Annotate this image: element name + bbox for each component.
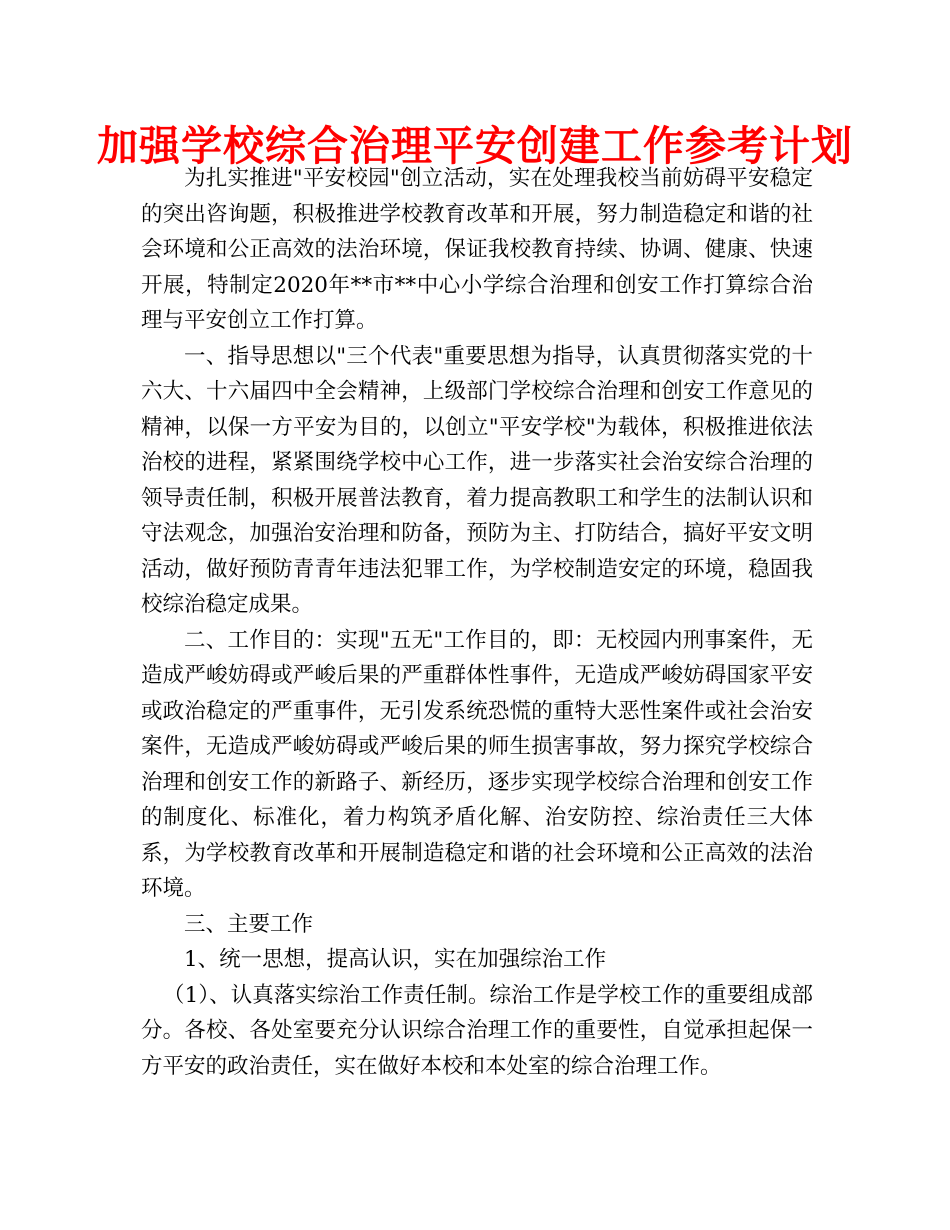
subsection-heading-1: 1、统一思想，提高认识，实在加强综治工作 <box>184 947 607 972</box>
section-heading-main-work: 三、主要工作 <box>184 911 314 937</box>
paragraph-item-1: （1）、认真落实综治工作责任制。综治工作是学校工作的重要组成部分。各校、各处室要充分认识综合治理工作的重要性，自觉承担起保一方平安的政治责任，实在做好本校和本处室的综合治理工作。 <box>141 982 813 1079</box>
paragraph-work-goals: 二、工作目的：实现"五无"工作目的，即：无校园内刑事案件，无造成严峻妨碍或严峻后果的严重群体性事件，无造成严峻妨碍国家平安或政治稳定的严重事件，无引发系统恐慌的重特大恶性案件或社会治安案件，无造成严峻妨碍或严峻后果的师生损害事故，努力探究学校综合治理和创安工作的新路子、新经历，逐步实现学校综合治理和创安工作的制度化、标准化，着力构筑矛盾化解、治安防控、综治责任三大体系，为学校教育改革和开展制造稳定和谐的社会环境和公正高效的法治环境。 <box>141 627 813 901</box>
document-title: 加强学校综合治理平安创建工作参考计划 <box>97 122 853 170</box>
paragraph-guiding-ideology: 一、指导思想以"三个代表"重要思想为指导，认真贯彻落实党的十六大、十六届四中全会精神，上级部门学校综合治理和创安工作意见的精神，以保一方平安为目的，以创立"平安学校"为载体，积极推进依法治校的进程，紧紧围绕学校中心工作，进一步落实社会治安综合治理的领导责任制，积极开展普法教育，着力提高教职工和学生的法制认识和守法观念，加强治安治理和防备，预防为主、打防结合，搞好平安文明活动，做好预防青青年违法犯罪工作，为学校制造安定的环境，稳固我校综治稳定成果。 <box>141 343 813 617</box>
document-body <box>141 161 813 1084</box>
paragraph-intro: 为扎实推进"平安校园"创立活动，实在处理我校当前妨碍平安稳定的突出咨询题，积极推进学校教育改革和开展，努力制造稳定和谐的社会环境和公正高效的法治环境，保证我校教育持续、协调、健康、快速开展，特制定2020年**市**中心小学综合治理和创安工作打算综合治理与平安创立工作打算。 <box>141 166 813 333</box>
